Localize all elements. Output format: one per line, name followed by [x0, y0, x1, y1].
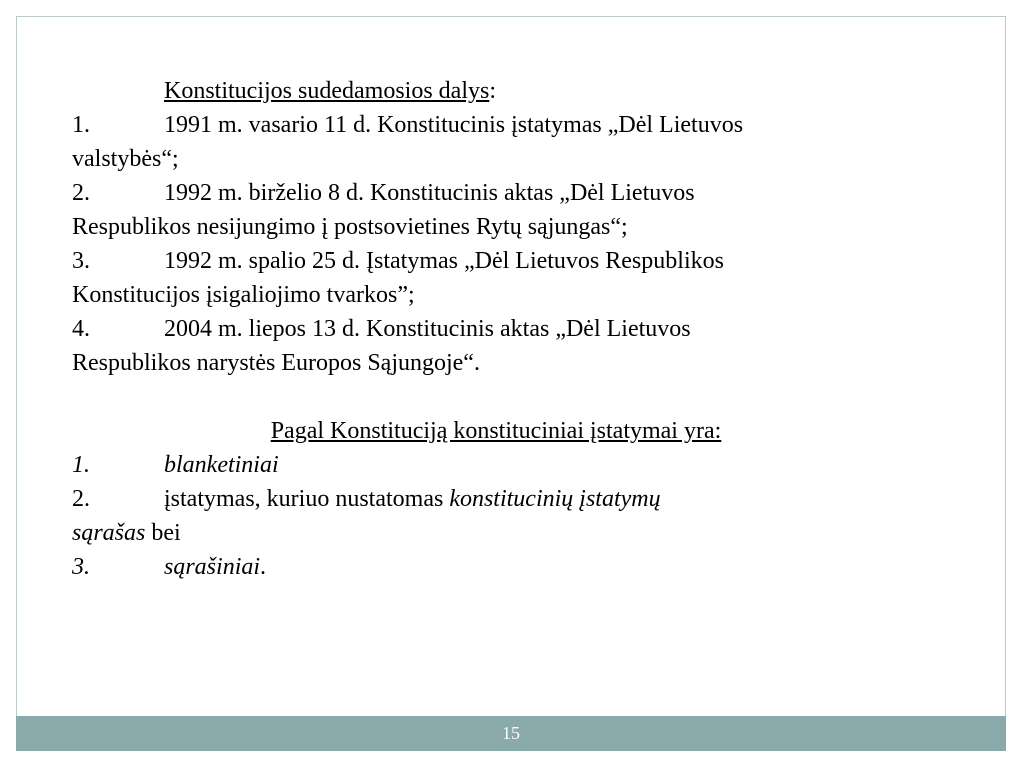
list-item-continuation: [72, 516, 920, 550]
list-item: [72, 312, 920, 380]
list-item: [72, 244, 920, 312]
list-item-number: 1.: [72, 112, 90, 138]
list-item-text: blanketiniai: [164, 452, 279, 478]
list-item-text-italic: sąrašiniai: [164, 554, 261, 580]
footer-bar: [16, 716, 1006, 751]
list-item-text: bei: [145, 520, 181, 546]
list-item-text: .: [260, 554, 267, 580]
heading-constitution-parts-text: Konstitucijos sudedamosios dalys: [164, 78, 490, 104]
slide-content: [72, 74, 920, 584]
heading-constitutional-laws: [72, 414, 920, 448]
list-item-number: 3.: [72, 554, 90, 580]
list-item-text: 1991 m. vasario 11 d. Konstitucinis įstatymas „Dėl Lietuvos: [164, 112, 744, 138]
list-item-text: 1992 m. spalio 25 d. Įstatymas „Dėl Lietuvos Respublikos: [164, 248, 724, 274]
list-item-continuation: Respublikos narystės Europos Sąjungoje“.: [72, 350, 480, 376]
page-number: 15: [502, 723, 520, 743]
heading-constitutional-laws-text: Pagal Konstituciją konstituciniai įstatymai yra:: [270, 418, 722, 444]
list-item: [72, 482, 920, 516]
list-item-text-italic: sąrašas: [72, 520, 146, 546]
list-item: [72, 448, 920, 482]
heading-constitution-parts: [72, 74, 920, 108]
list-item-text-italic: konstitucinių įstatymų: [449, 486, 661, 512]
list-item-number: 3.: [72, 248, 90, 274]
list-item: [72, 108, 920, 176]
list-item-text: 1992 m. birželio 8 d. Konstitucinis aktas „Dėl Lietuvos: [164, 180, 695, 206]
list-item-number: 1.: [72, 452, 90, 478]
list-item-continuation: Konstitucijos įsigaliojimo tvarkos”;: [72, 282, 415, 308]
heading-suffix: :: [489, 78, 496, 104]
list-item-text: įstatymas, kuriuo nustatomas: [164, 486, 450, 512]
list-item: [72, 176, 920, 244]
list-item-text: 2004 m. liepos 13 d. Konstitucinis aktas „Dėl Lietuvos: [164, 316, 691, 342]
list-item-continuation: Respublikos nesijungimo į postsovietines Rytų sąjungas“;: [72, 214, 628, 240]
spacer: [72, 380, 920, 414]
list-item-number: 2.: [72, 180, 90, 206]
list-item: [72, 550, 920, 584]
list-item-number: 2.: [72, 486, 90, 512]
list-item-number: 4.: [72, 316, 90, 342]
list-item-continuation: valstybės“;: [72, 146, 179, 172]
